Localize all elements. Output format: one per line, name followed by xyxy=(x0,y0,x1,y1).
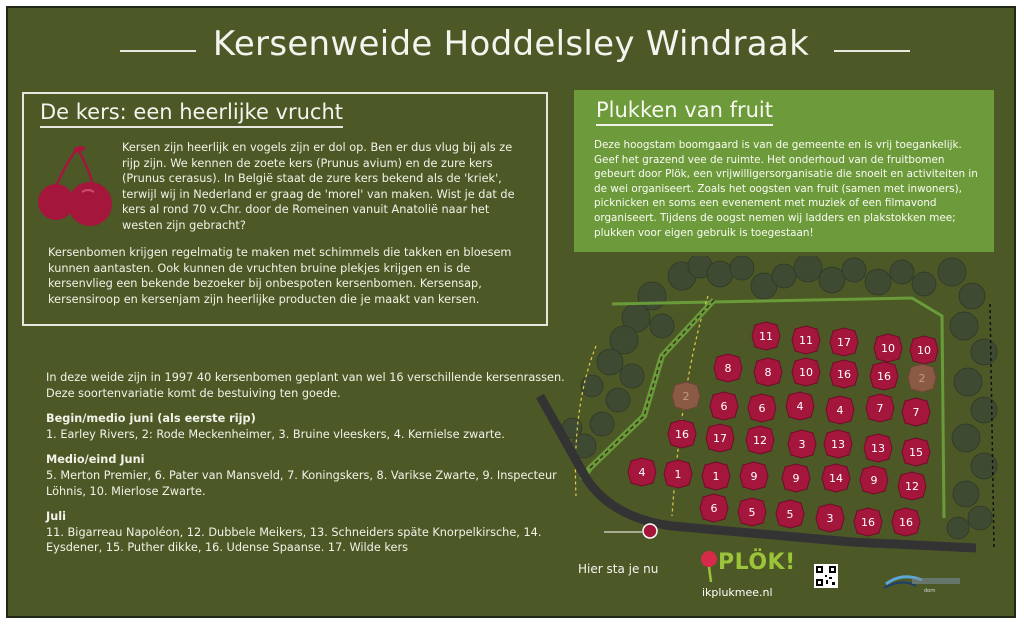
cherry-tree-number: 8 xyxy=(764,366,772,379)
cherry-tree-number: 10 xyxy=(799,366,813,379)
cherry-tree-27 xyxy=(702,462,730,490)
cherry-tree-number: 1 xyxy=(674,468,682,481)
cherry-heading: De kers: een heerlijke vrucht xyxy=(40,100,343,128)
plok-wordmark: PLÖK! xyxy=(718,550,796,575)
cherry-tree-34 xyxy=(738,498,766,526)
cherry-tree-number: 4 xyxy=(796,400,804,413)
gemeente-logo xyxy=(882,570,968,596)
title-rule-right xyxy=(834,50,910,52)
hedge-tree-26 xyxy=(597,349,623,375)
information-board xyxy=(6,6,1016,618)
hedge-tree-10 xyxy=(890,260,914,284)
title-bar xyxy=(8,24,1014,74)
cherry-tree-30 xyxy=(822,464,850,492)
hedge-tree-20 xyxy=(953,481,979,507)
cherry-tree-number: 13 xyxy=(831,438,845,451)
cherry-tree-number: 14 xyxy=(829,472,843,485)
hedge-tree-29 xyxy=(590,412,614,436)
picking-info-panel xyxy=(574,90,994,252)
cherry-tree-number: 6 xyxy=(758,402,766,415)
cherry-tree-number: 7 xyxy=(876,402,884,415)
plok-logo xyxy=(696,546,796,606)
cherry-tree-number: 9 xyxy=(750,470,758,483)
cherry-tree-16 xyxy=(902,398,930,426)
cherry-tree-8 xyxy=(830,360,858,388)
cherry-tree-number: 13 xyxy=(871,442,885,455)
cherry-tree-number: 10 xyxy=(881,342,895,355)
cherry-tree-2 xyxy=(830,328,858,356)
cherry-tree-22 xyxy=(824,430,852,458)
cherry-tree-6 xyxy=(754,358,782,386)
cherry-tree-number: 16 xyxy=(861,516,875,529)
cherry-tree-35 xyxy=(776,500,804,528)
you-are-here-marker xyxy=(643,524,657,538)
cherry-tree-number: 1 xyxy=(712,470,720,483)
cherry-tree-number: 5 xyxy=(786,508,794,521)
cherry-tree-number: 11 xyxy=(799,334,813,347)
cherry-tree-number: 16 xyxy=(675,428,689,441)
cherry-tree-number: 12 xyxy=(905,480,919,493)
cherry-tree-37 xyxy=(854,508,882,536)
cherry-tree-29 xyxy=(782,464,810,492)
orchard-map xyxy=(532,256,1002,568)
cherry-tree-9 xyxy=(870,362,898,390)
cherry-tree-number: 9 xyxy=(870,474,878,487)
varieties-intro: In deze weide zijn in 1997 40 kersenbomen geplant van wel 16 verschillende kersenrassen. Deze soortenvariatie komt de bestuiving ten goede. xyxy=(46,371,565,400)
group-heading-july: Juli xyxy=(46,510,66,524)
plok-url: ikplukmee.nl xyxy=(702,586,773,599)
group-text-early: 1. Earley Rivers, 2: Rode Meckenheimer, 3. Bruine vleeskers, 4. Kernielse zwarte. xyxy=(46,427,505,441)
hedge-trees xyxy=(562,256,997,539)
cherry-tree-number: 3 xyxy=(798,438,806,451)
cherry-tree-33 xyxy=(700,494,728,522)
cherry-tree-0 xyxy=(752,322,780,350)
gemeente-logo-text: dorn xyxy=(924,588,936,594)
cherry-tree-14 xyxy=(826,396,854,424)
cherry-tree-17 xyxy=(672,382,700,410)
cherry-tree-36 xyxy=(816,504,844,532)
cherry-tree-number: 10 xyxy=(917,344,931,357)
cherry-tree-number: 6 xyxy=(720,400,728,413)
cherry-tree-4 xyxy=(910,336,938,364)
cherry-tree-20 xyxy=(746,426,774,454)
cherry-tree-number: 8 xyxy=(724,362,732,375)
hedge-tree-5 xyxy=(772,264,796,288)
cherry-tree-number: 15 xyxy=(909,446,923,459)
cherry-tree-15 xyxy=(866,394,894,422)
cherry-tree-7 xyxy=(792,358,820,386)
group-text-mid: 5. Merton Premier, 6. Pater van Mansveld, 7. Koningskers, 8. Varikse Zwarte, 9. Inspecteur Löhnis, 10. Mierlose Zwarte. xyxy=(46,468,557,498)
cherry-tree-3 xyxy=(874,334,902,362)
cherry-varieties-list xyxy=(46,370,566,556)
cherry-tree-19 xyxy=(706,424,734,452)
cherry-tree-number: 6 xyxy=(710,502,718,515)
hedge-tree-28 xyxy=(606,388,630,412)
hedge-tree-8 xyxy=(842,258,866,282)
hedge-tree-9 xyxy=(865,269,891,295)
cherry-tree-28 xyxy=(740,462,768,490)
hedge-tree-17 xyxy=(971,397,997,423)
boundary-line xyxy=(990,304,994,548)
hedge-tree-16 xyxy=(954,368,982,396)
cherry-tree-number: 16 xyxy=(877,370,891,383)
cherry-tree-number: 2 xyxy=(918,372,926,385)
cherry-tree-1 xyxy=(792,326,820,354)
cherry-tree-24 xyxy=(902,438,930,466)
picking-heading: Plukken van fruit xyxy=(596,98,773,126)
group-text-july: 11. Bigarreau Napoléon, 12. Dubbele Meikers, 13. Schneiders späte Knorpelkirsche, 14. Eysdener, 15. Puther dikke, 16. Udense Spaanse. 17. Wilde kers xyxy=(46,525,542,555)
hedge-tree-15 xyxy=(971,339,997,365)
hedge-tree-32 xyxy=(650,314,674,338)
hedge-tree-22 xyxy=(947,517,969,539)
hedge-tree-13 xyxy=(959,283,985,309)
cherry-tree-31 xyxy=(860,466,888,494)
hedge-tree-14 xyxy=(950,312,978,340)
cherry-tree-number: 16 xyxy=(899,516,913,529)
cherry-paragraph-2: Kersenbomen krijgen regelmatig te maken met schimmels die takken en bloesem kunnen aantasten. Ook kunnen de vruchten bruine plekjes krijgen en is de kersenvlieg een bekende bezoeker bij onbespoten kersenbomen. Kersensap, kersensiroop en kersenjam zijn heerlijke producten die je maakt van kersen. xyxy=(48,246,512,306)
page-title: Kersenweide Hoddelsley Windraak xyxy=(212,24,810,64)
cherry-tree-number: 9 xyxy=(792,472,800,485)
hedge-tree-2 xyxy=(707,261,733,287)
plok-cherry-icon xyxy=(698,548,720,582)
picking-paragraph: Deze hoogstam boomgaard is van de gemeente en is vrij toegankelijk. Geef het grazend vee de ruimte. Het onderhoud van de fruitbomen gebeurt door Plök, een vrijwilligersorganisatie die snoeit en activiteiten in de wei organiseert. Zoals het oogsten van fruit (samen met inwoners), picknicken en soms een evenement met muziek of een filmavond organiseert. Tijdens de oogst nemen wij ladders en plakstokken mee; plukken voor eigen gebruik is toegestaan! xyxy=(594,139,978,239)
cherry-tree-number: 12 xyxy=(753,434,767,447)
hedge-tree-18 xyxy=(952,424,980,452)
hedge-tree-33 xyxy=(581,375,603,397)
cherry-tree-number: 16 xyxy=(837,368,851,381)
group-heading-early: Begin/medio juni (als eerste rijp) xyxy=(46,412,256,426)
qr-code-icon xyxy=(814,564,838,588)
group-heading-mid: Medio/eind Juni xyxy=(46,453,145,467)
cherry-tree-38 xyxy=(892,508,920,536)
cherry-tree-number: 11 xyxy=(759,330,773,343)
cherry-tree-5 xyxy=(714,354,742,382)
cherry-tree-26 xyxy=(664,460,692,488)
hedge-tree-11 xyxy=(912,272,936,296)
cherry-tree-18 xyxy=(668,420,696,448)
cherry-tree-number: 4 xyxy=(638,466,646,479)
cherry-icon xyxy=(36,142,116,228)
hedge-tree-3 xyxy=(730,256,754,280)
cherry-tree-number: 2 xyxy=(682,390,690,403)
cherry-tree-number: 5 xyxy=(748,506,756,519)
hedge-tree-7 xyxy=(819,267,845,293)
cherry-tree-13 xyxy=(786,392,814,420)
cherry-tree-number: 17 xyxy=(837,336,851,349)
cherry-tree-12 xyxy=(748,394,776,422)
cherry-tree-number: 3 xyxy=(826,512,834,525)
hedge-tree-12 xyxy=(938,258,966,286)
cherry-tree-number: 4 xyxy=(836,404,844,417)
hedge-tree-6 xyxy=(794,256,822,282)
you-are-here-label: Hier sta je nu xyxy=(578,562,659,576)
cherry-trees xyxy=(628,322,938,536)
cherry-tree-25 xyxy=(628,458,656,486)
hedge-tree-27 xyxy=(620,364,644,388)
cherry-tree-10 xyxy=(908,364,936,392)
cherry-tree-21 xyxy=(788,430,816,458)
cherry-paragraph-1: Kersen zijn heerlijk en vogels zijn er dol op. Ben er dus vlug bij als ze rijp zijn. We kennen de zoete kers (Prunus avium) en de zure kers (Prunus cerasus). In België staat de zure kers bekend als de 'kriek', terwijl wij in Nederland er graag de 'morel' van maken. Wist je dat de kers al rond 70 v.Chr. door de Romeinen vanuit Anatolië naar het westen zijn gebracht? xyxy=(122,141,515,232)
cherry-tree-number: 7 xyxy=(912,406,920,419)
hedge-tree-21 xyxy=(968,506,992,530)
cherry-tree-11 xyxy=(710,392,738,420)
cherry-tree-number: 17 xyxy=(713,432,727,445)
cherry-tree-32 xyxy=(898,472,926,500)
cherry-tree-23 xyxy=(864,434,892,462)
